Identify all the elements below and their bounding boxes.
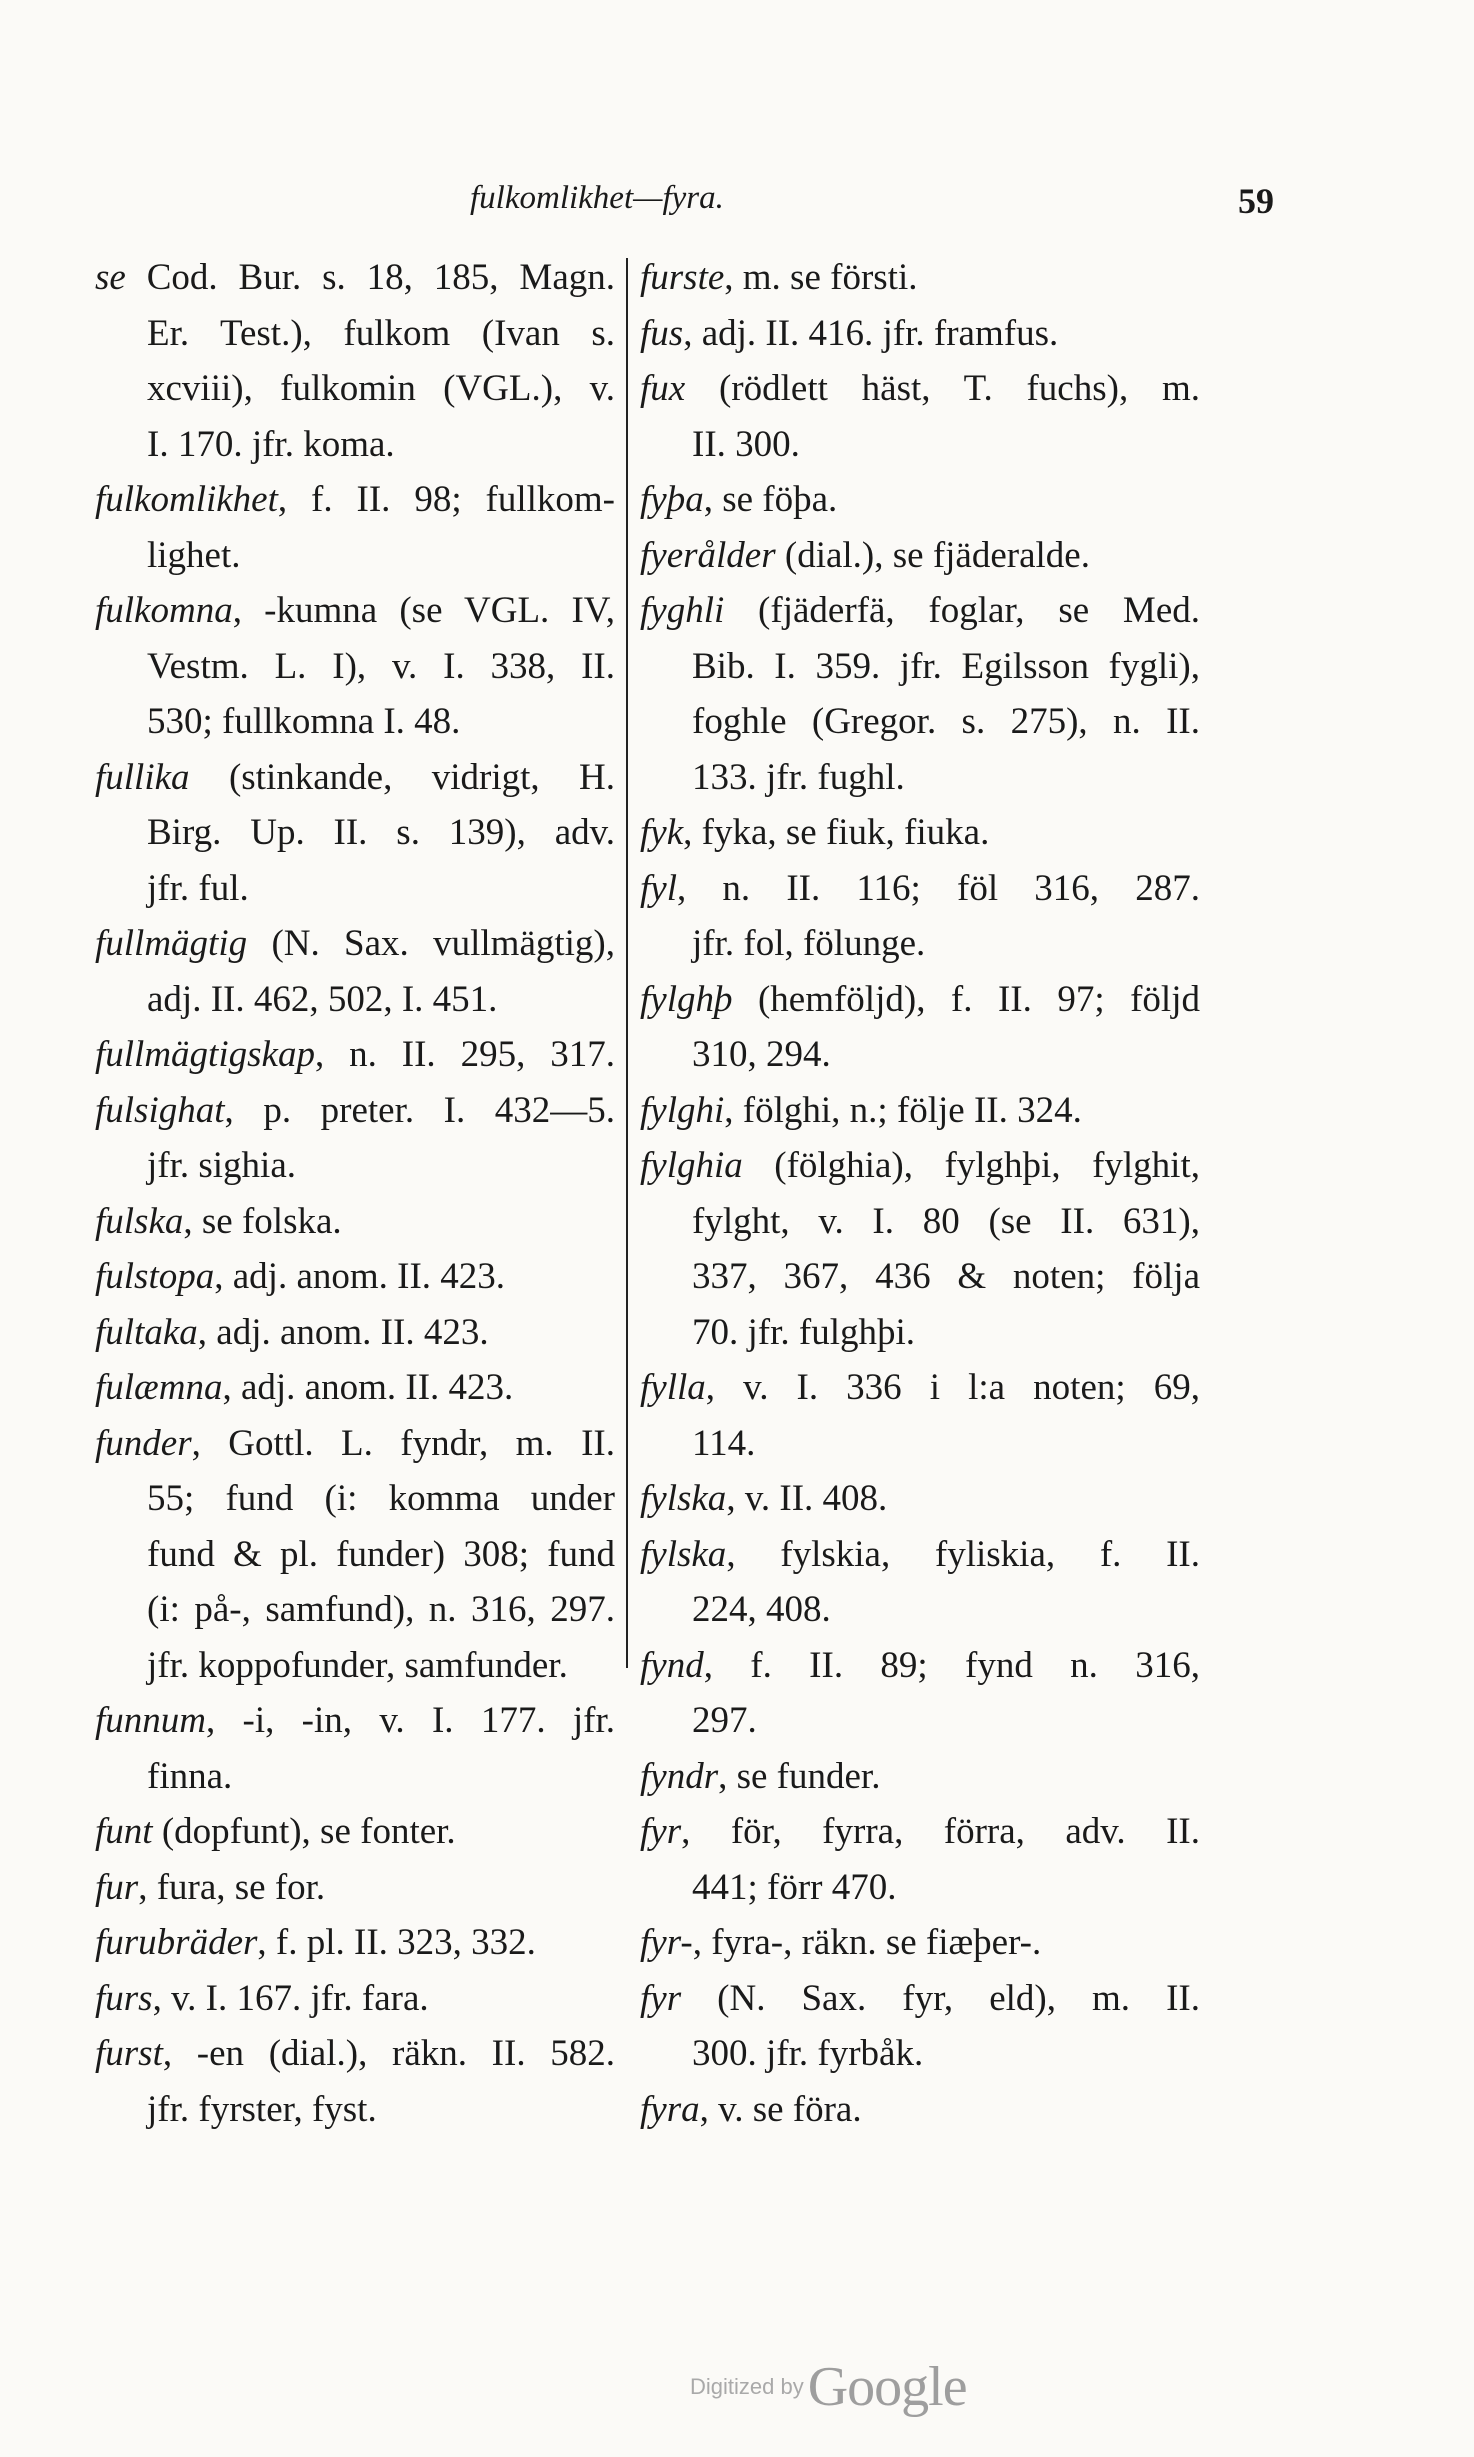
dictionary-line: fullmägtig (N. Sax. vullmägtig), (95, 923, 615, 964)
dictionary-line: fyr (N. Sax. fyr, eld), m. II. (640, 1977, 1200, 2019)
dictionary-line: lighet. (147, 534, 241, 576)
dictionary-line: fyl, n. II. 116; föl 316, 287. (640, 867, 1200, 909)
dictionary-line: jfr. fyrster, fyst. (147, 2088, 377, 2130)
dictionary-line: furs, v. I. 167. jfr. fara. (95, 1977, 429, 2019)
dictionary-line: fulska, se folska. (95, 1200, 342, 1242)
dictionary-line: foghle (Gregor. s. 275), n. II. (692, 701, 1200, 742)
dictionary-line: jfr. sighia. (147, 1145, 297, 1186)
dictionary-line: fyndr, se funder. (640, 1755, 881, 1797)
dictionary-line: 300. jfr. fyrbåk. (692, 2033, 924, 2074)
dictionary-line: II. 300. (692, 423, 800, 465)
dictionary-line: 530; fullkomna I. 48. (147, 701, 461, 742)
dictionary-line: fulsighat, p. preter. I. 432—5. (95, 1089, 615, 1131)
dictionary-line: fullika (stinkande, vidrigt, H. (95, 756, 615, 798)
page-header (0, 180, 1474, 240)
dictionary-line: fylght, v. I. 80 (se II. 631), (692, 1200, 1200, 1242)
dictionary-line: fyþa, se föþa. (640, 479, 838, 520)
right-column (640, 250, 1240, 2137)
dictionary-line: fullmägtigskap, n. II. 295, 317. (95, 1034, 615, 1075)
dictionary-line: fus, adj. II. 416. jfr. framfus. (640, 312, 1059, 354)
dictionary-line: fultaka, adj. anom. II. 423. (95, 1311, 489, 1353)
dictionary-line: 224, 408. (692, 1589, 831, 1630)
dictionary-line: fyerålder (dial.), se fjäderalde. (640, 534, 1090, 576)
dictionary-line: xcviii), fulkomin (VGL.), v. (147, 368, 615, 409)
dictionary-line: fux (rödlett häst, T. fuchs), m. (640, 368, 1200, 409)
dictionary-line: Vestm. L. I), v. I. 338, II. (147, 645, 615, 687)
digitized-label: Digitized by (690, 2374, 804, 2399)
dictionary-line: 441; förr 470. (692, 1866, 897, 1908)
dictionary-line: furste, m. se försti. (640, 257, 918, 298)
column-divider (626, 258, 628, 1668)
digitized-by-google-watermark (690, 2355, 967, 2419)
dictionary-line: funnum, -i, -in, v. I. 177. jfr. (95, 1700, 615, 1741)
dictionary-line: fyr, för, fyrra, förra, adv. II. (640, 1811, 1200, 1852)
dictionary-line: adj. II. 462, 502, I. 451. (147, 978, 498, 1020)
dictionary-line: fylghþ (hemföljd), f. II. 97; följd (640, 978, 1200, 1020)
dictionary-line: funder, Gottl. L. fyndr, m. II. (95, 1422, 615, 1464)
dictionary-line: Er. Test.), fulkom (Ivan s. (147, 312, 615, 354)
dictionary-line: fulæmna, adj. anom. II. 423. (95, 1367, 514, 1408)
dictionary-line: Bib. I. 359. jfr. Egilsson fygli), (692, 645, 1200, 687)
left-column (95, 250, 615, 2137)
dictionary-line: fylska, v. II. 408. (640, 1478, 888, 1519)
dictionary-line: fylghi, fölghi, n.; följe II. 324. (640, 1089, 1082, 1131)
dictionary-line: I. 170. jfr. koma. (147, 423, 395, 465)
dictionary-line: fyra, v. se föra. (640, 2088, 862, 2130)
dictionary-line: fylska, fylskia, fyliskia, f. II. (640, 1533, 1200, 1575)
running-title: fulkomlikhet—fyra. (470, 180, 724, 216)
dictionary-line: fylla, v. I. 336 i l:a noten; 69, (640, 1367, 1200, 1408)
dictionary-line: jfr. ful. (147, 867, 249, 909)
dictionary-line: fulkomlikhet, f. II. 98; fullkom- (95, 479, 615, 520)
dictionary-line: 297. (692, 1700, 757, 1741)
dictionary-line: 337, 367, 436 & noten; följa (692, 1256, 1200, 1297)
page-number: 59 (1238, 181, 1274, 221)
dictionary-line: fynd, f. II. 89; fynd n. 316, (640, 1644, 1200, 1686)
dictionary-line: se Cod. Bur. s. 18, 185, Magn. (95, 257, 615, 298)
dictionary-line: fulstopa, adj. anom. II. 423. (95, 1256, 506, 1297)
dictionary-line: fulkomna, -kumna (se VGL. IV, (95, 590, 615, 631)
dictionary-line: fylghia (fölghia), fylghþi, fylghit, (640, 1145, 1200, 1186)
dictionary-line: furubräder, f. pl. II. 323, 332. (95, 1922, 536, 1963)
dictionary-line: fyr-, fyra-, räkn. se fiæþer-. (640, 1922, 1042, 1963)
dictionary-line: jfr. fol, fölunge. (692, 923, 926, 964)
dictionary-line: (i: på-, samfund), n. 316, 297. (147, 1589, 615, 1630)
dictionary-line: funt (dopfunt), se fonter. (95, 1811, 456, 1852)
dictionary-line: fund & pl. funder) 308; fund (147, 1533, 615, 1575)
dictionary-line: finna. (147, 1755, 233, 1797)
dictionary-line: 114. (692, 1422, 756, 1464)
dictionary-line: 133. jfr. fughl. (692, 756, 905, 798)
dictionary-line: 55; fund (i: komma under (147, 1478, 615, 1519)
dictionary-line: jfr. koppofunder, samfunder. (147, 1644, 568, 1686)
dictionary-line: Birg. Up. II. s. 139), adv. (147, 812, 615, 853)
dictionary-line: furst, -en (dial.), räkn. II. 582. (95, 2033, 615, 2074)
dictionary-line: 70. jfr. fulghþi. (692, 1311, 916, 1353)
google-wordmark: Google (807, 2356, 967, 2418)
dictionary-line: fyk, fyka, se fiuk, fiuka. (640, 812, 990, 853)
dictionary-line: 310, 294. (692, 1034, 831, 1075)
dictionary-line: fur, fura, se for. (95, 1866, 326, 1908)
dictionary-line: fyghli (fjäderfä, foglar, se Med. (640, 590, 1200, 631)
